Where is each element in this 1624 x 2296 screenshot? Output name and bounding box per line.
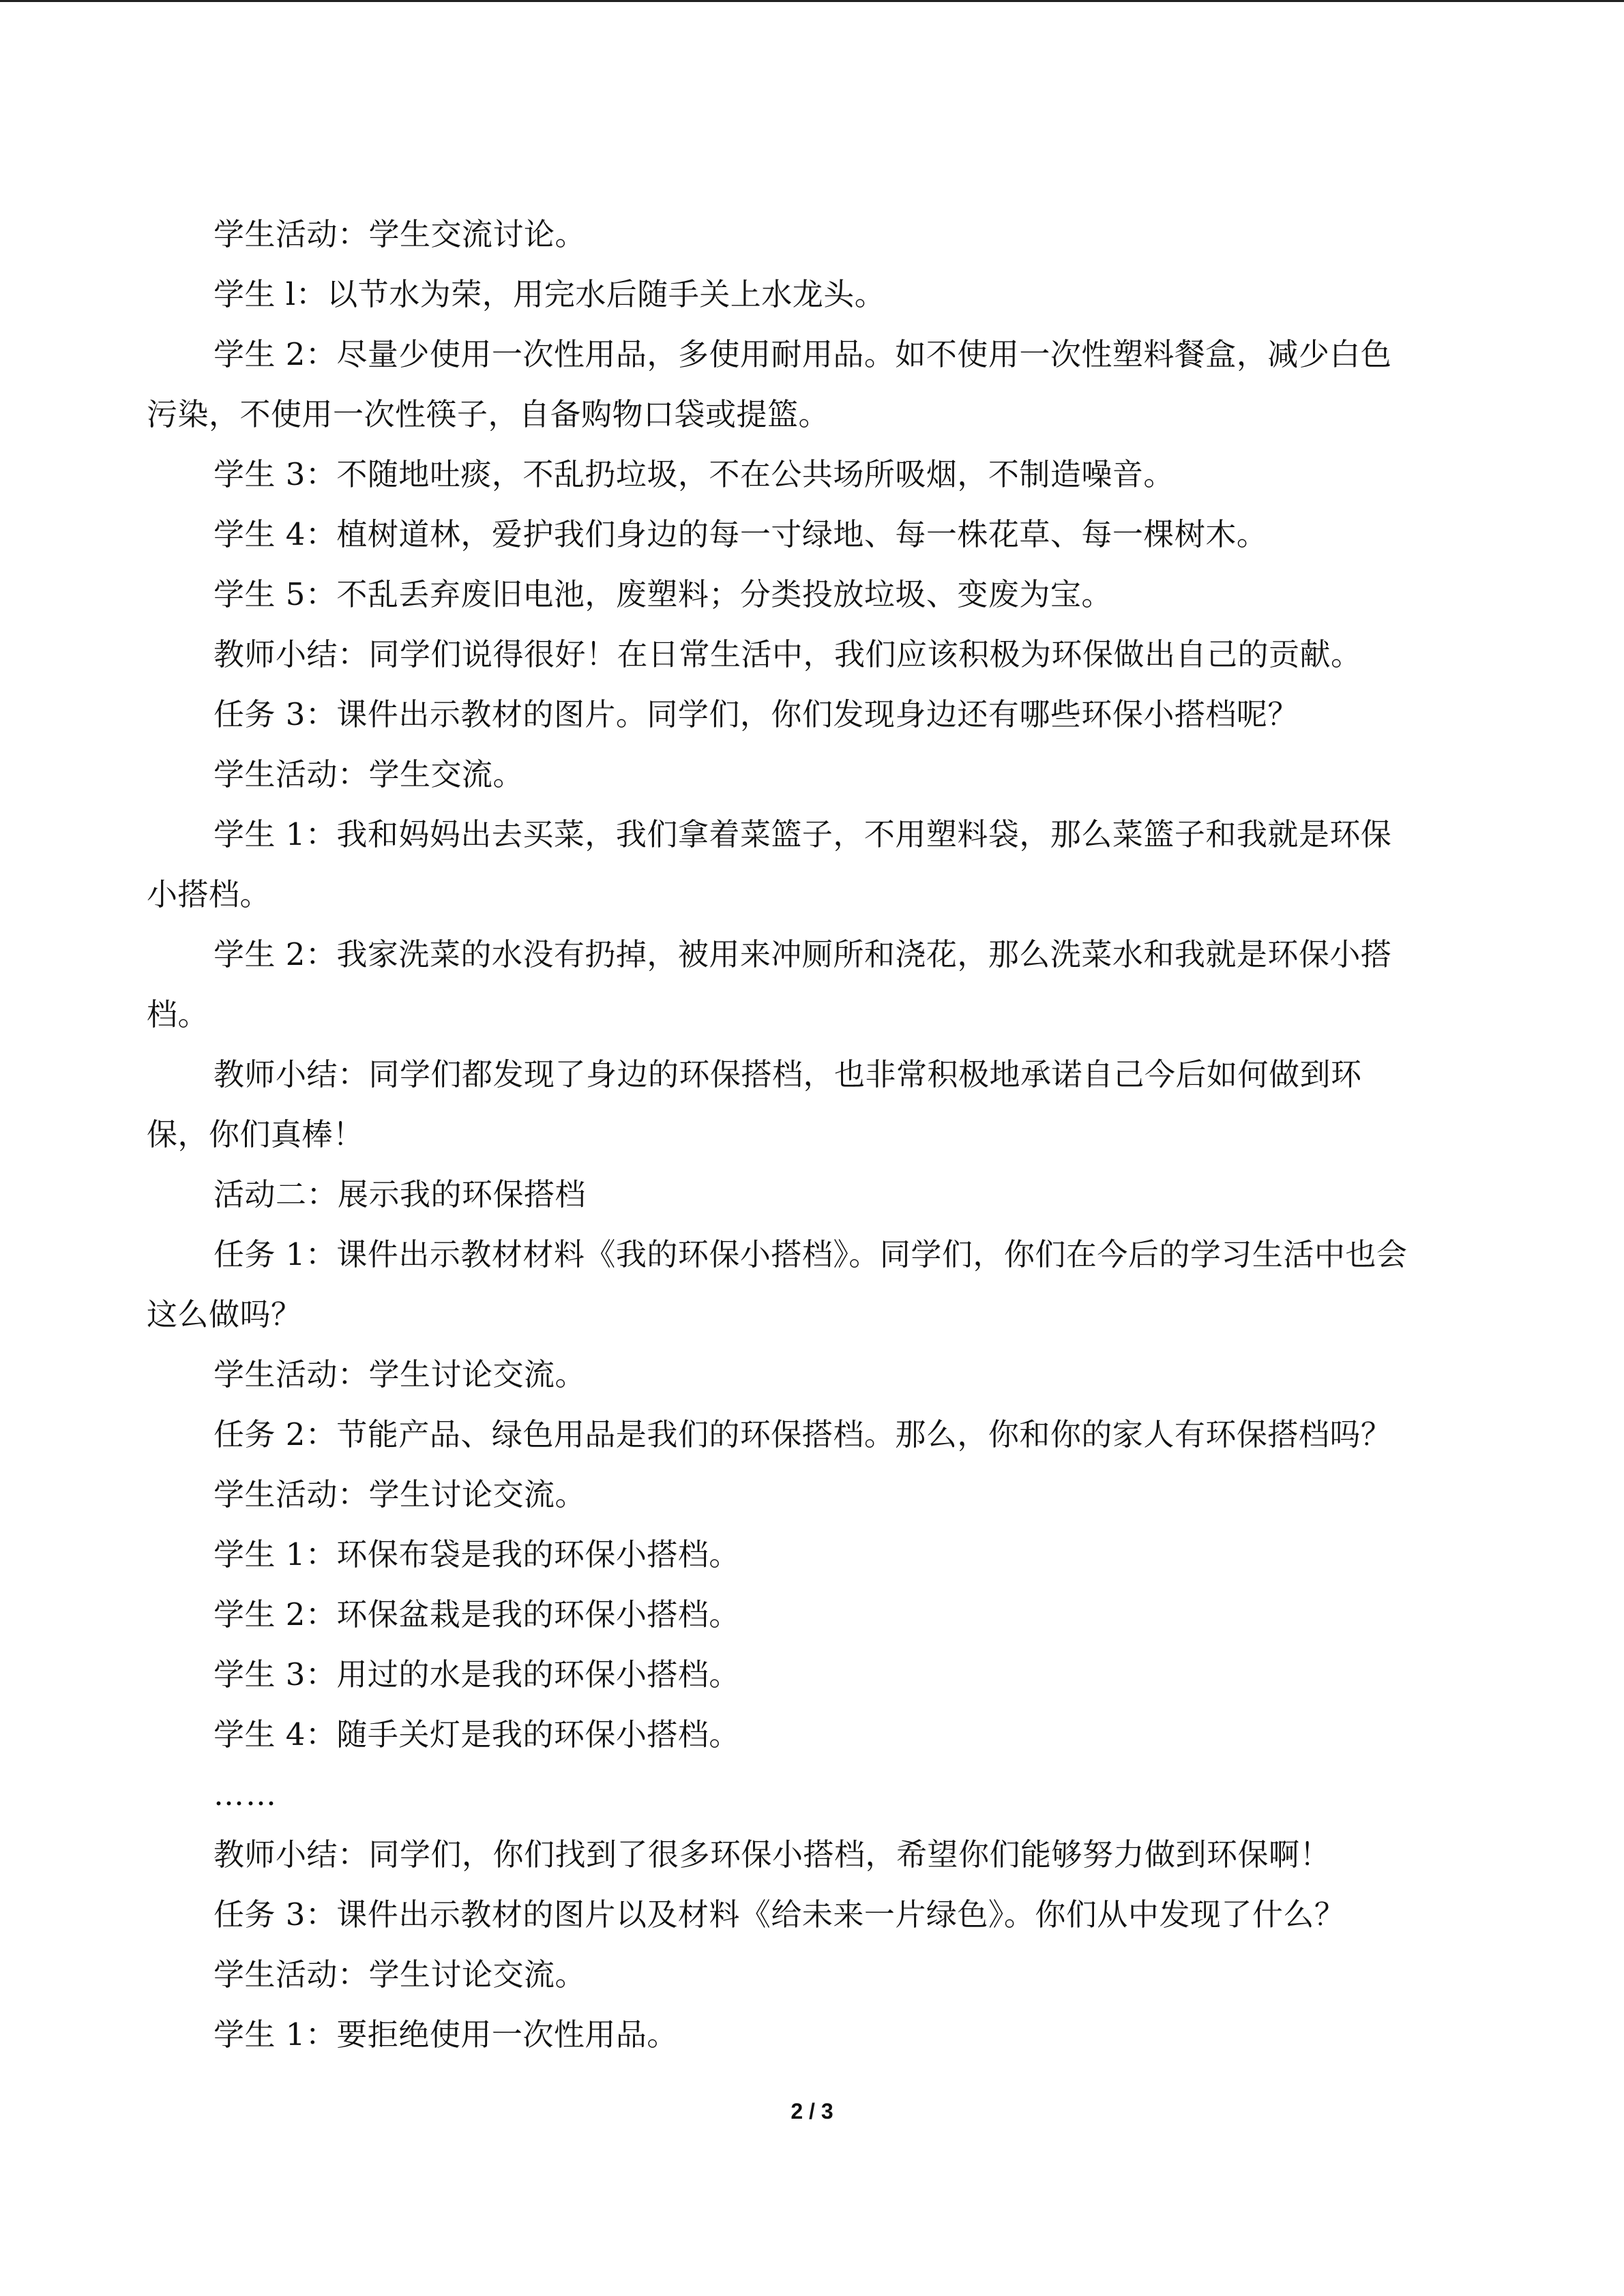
- paragraph-line-continuation: 档。: [147, 996, 209, 1032]
- paragraph-line: 教师小结：同学们都发现了身边的环保搭档，也非常积极地承诺自己今后如何做到环: [213, 1056, 1362, 1092]
- paragraph-line: 学生 2：尽量少使用一次性用品，多使用耐用品。如不使用一次性塑料餐盒，减少白色: [213, 336, 1392, 372]
- paragraph-line: 学生 2：环保盆栽是我的环保小搭档。: [213, 1596, 740, 1632]
- paragraph-line: 学生 1：要拒绝使用一次性用品。: [213, 2016, 678, 2053]
- paragraph-line-continuation: 小搭档。: [147, 876, 271, 912]
- paragraph-line: 任务 3：课件出示教材的图片以及材料《给未来一片绿色》。你们从中发现了什么？: [213, 1896, 1346, 1933]
- paragraph-line: 学生 3：不随地吐痰，不乱扔垃圾，不在公共场所吸烟，不制造噪音。: [213, 456, 1175, 492]
- paragraph-line: 学生活动：学生讨论交流。: [213, 1356, 587, 1392]
- paragraph-line: 学生 5：不乱丢弃废旧电池，废塑料；分类投放垃圾、变废为宝。: [213, 576, 1112, 612]
- paragraph-line: 学生活动：学生交流。: [213, 756, 525, 792]
- paragraph-line-continuation: 保，你们真棒！: [147, 1116, 364, 1152]
- paragraph-line: 任务 1：课件出示教材材料《我的环保小搭档》。同学们，你们在今后的学习生活中也会: [213, 1236, 1408, 1272]
- paragraph-line: 教师小结：同学们说得很好！在日常生活中，我们应该积极为环保做出自己的贡献。: [213, 636, 1362, 672]
- paragraph-line: 学生 3：用过的水是我的环保小搭档。: [213, 1656, 740, 1693]
- paragraph-line: 学生活动：学生讨论交流。: [213, 1956, 587, 1993]
- paragraph-line: 学生 4：随手关灯是我的环保小搭档。: [213, 1716, 740, 1753]
- paragraph-line: 学生 2：我家洗菜的水没有扔掉，被用来冲厕所和浇花，那么洗菜水和我就是环保小搭: [213, 936, 1392, 972]
- paragraph-line: 学生 l：以节水为荣，用完水后随手关上水龙头。: [213, 276, 886, 312]
- paragraph-line: 学生 1：我和妈妈出去买菜，我们拿着菜篮子，不用塑料袋，那么菜篮子和我就是环保: [213, 816, 1392, 852]
- paragraph-line: 任务 3：课件出示教材的图片。同学们，你们发现身边还有哪些环保小搭档呢？: [213, 696, 1299, 732]
- page-number: 2 / 3: [791, 2099, 833, 2123]
- paragraph-line: 学生活动：学生交流讨论。: [213, 216, 587, 252]
- paragraph-line: 学生活动：学生讨论交流。: [213, 1476, 587, 1512]
- paragraph-line: 学生 4：植树道林，爱护我们身边的每一寸绿地、每一株花草、每一棵树木。: [213, 516, 1268, 552]
- paragraph-line: 教师小结：同学们，你们找到了很多环保小搭档，希望你们能够努力做到环保啊！: [213, 1836, 1331, 1873]
- top-border-line: [0, 0, 1624, 2]
- paragraph-line: 任务 2：节能产品、绿色用品是我们的环保搭档。那么，你和你的家人有环保搭档吗？: [213, 1416, 1392, 1452]
- section-heading: 活动二：展示我的环保搭档: [213, 1176, 587, 1212]
- paragraph-line-continuation: 污染，不使用一次性筷子，自备购物口袋或提篮。: [147, 396, 830, 432]
- ellipsis-line: ……: [213, 1776, 278, 1813]
- paragraph-line: 学生 1：环保布袋是我的环保小搭档。: [213, 1536, 740, 1572]
- paragraph-line-continuation: 这么做吗？: [147, 1296, 302, 1332]
- document-body: [147, 205, 1473, 2065]
